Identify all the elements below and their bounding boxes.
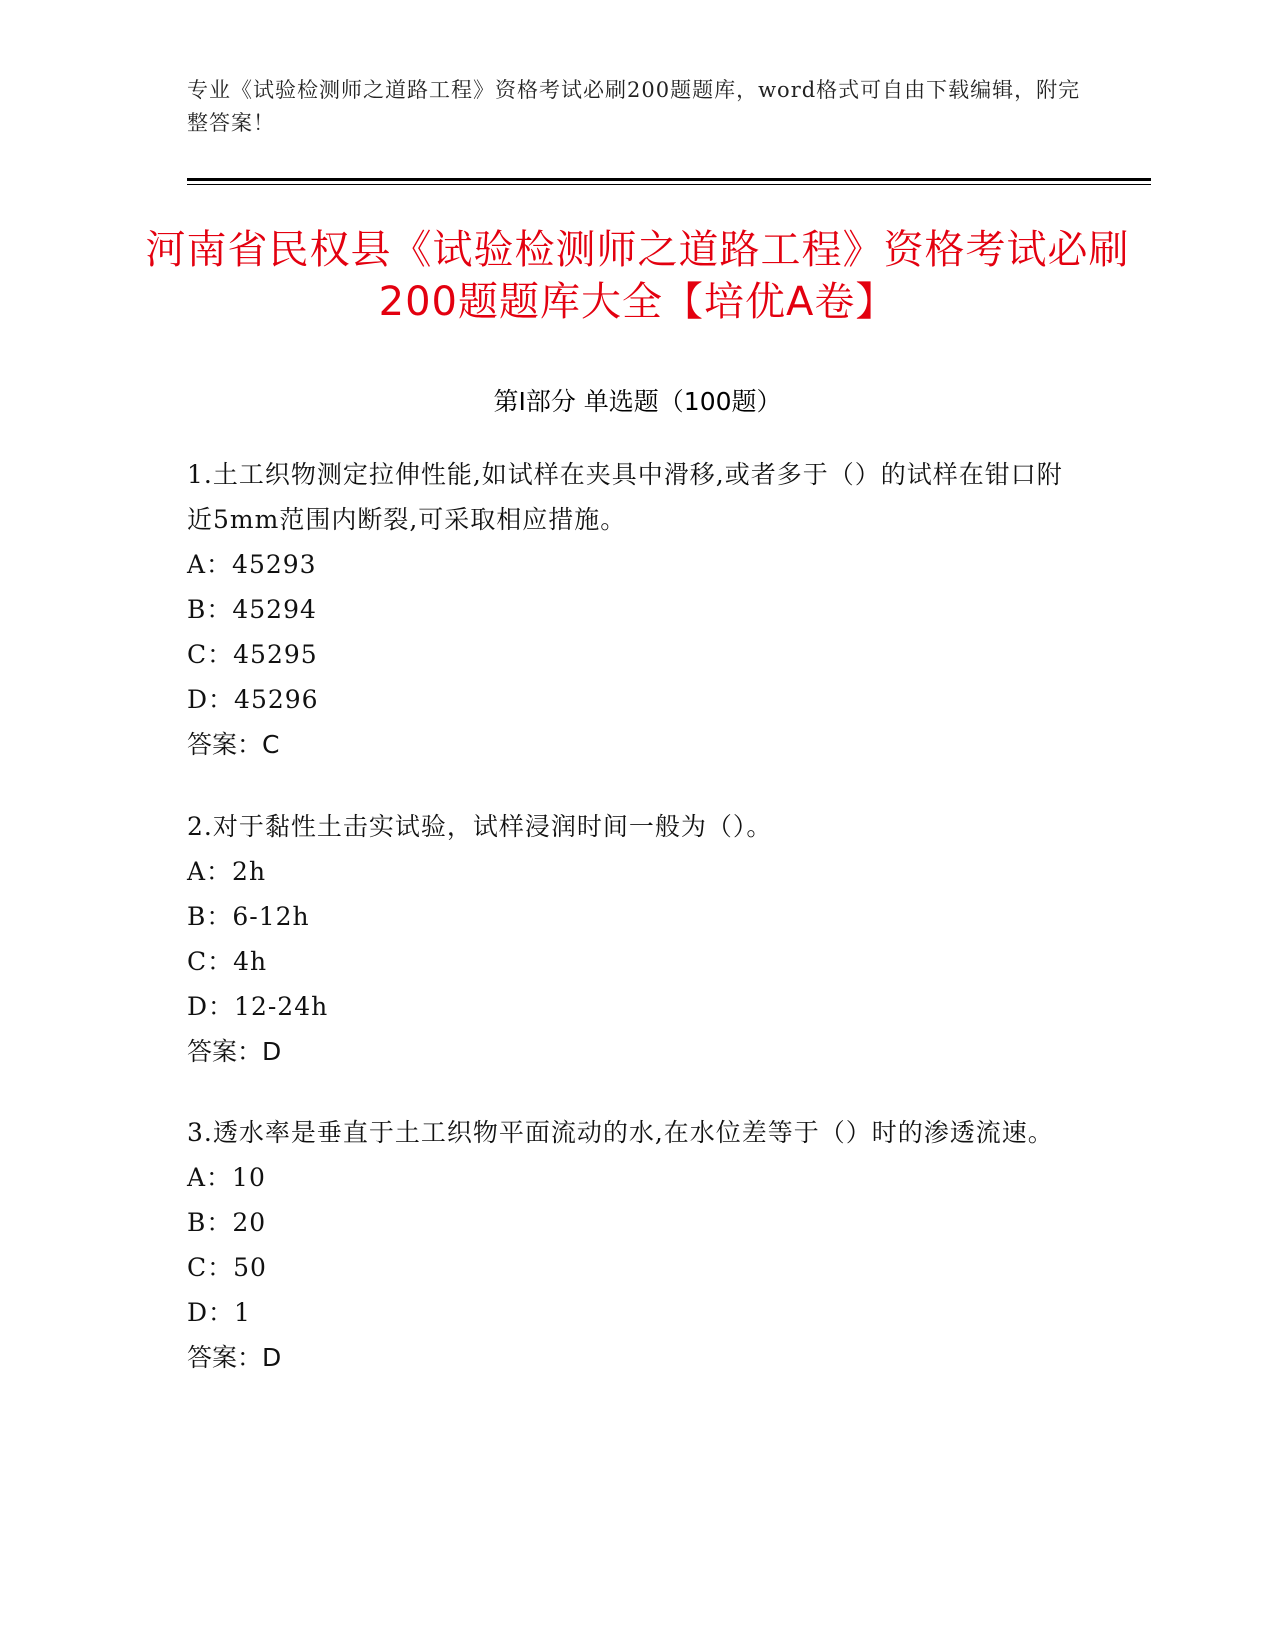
option-a: A：10 <box>187 1163 266 1192</box>
option-c: C：45295 <box>187 640 318 669</box>
header-divider-thick <box>187 178 1151 181</box>
question-stem: 1.土工织物测定拉伸性能,如试样在夹具中滑移,或者多于（）的试样在钳口附近5mm范围内断裂,可采取相应措施。 <box>187 460 1063 534</box>
option-d: D：45296 <box>187 685 319 714</box>
section-heading: 第I部分 单选题（100题） <box>493 387 782 416</box>
answer: 答案：D <box>187 1037 282 1066</box>
question-stem: 2.对于黏性土击实试验，试样浸润时间一般为（）。 <box>187 812 773 841</box>
option-a: A：45293 <box>187 550 317 579</box>
option-b: B：45294 <box>187 595 317 624</box>
header-divider-thin <box>187 184 1151 185</box>
option-b: B：6-12h <box>187 902 310 931</box>
option-a: A：2h <box>187 857 267 886</box>
header-note: 专业《试验检测师之道路工程》资格考试必刷200题题库，word格式可自由下载编辑，附完整答案！ <box>187 78 1081 135</box>
option-d: D：1 <box>187 1298 251 1327</box>
option-c: C：4h <box>187 947 268 976</box>
answer: 答案：C <box>187 730 280 759</box>
question-stem: 3.透水率是垂直于土工织物平面流动的水,在水位差等于（）时的渗透流速。 <box>187 1118 1054 1147</box>
option-c: C：50 <box>187 1253 267 1282</box>
question-2 <box>187 804 1087 1074</box>
question-3 <box>187 1110 1087 1380</box>
document-title: 河南省民权县《试验检测师之道路工程》资格考试必刷200题题库大全【培优A卷】 <box>145 227 1130 325</box>
answer: 答案：D <box>187 1343 282 1372</box>
option-d: D：12-24h <box>187 992 329 1021</box>
option-b: B：20 <box>187 1208 267 1237</box>
question-1 <box>187 452 1087 767</box>
